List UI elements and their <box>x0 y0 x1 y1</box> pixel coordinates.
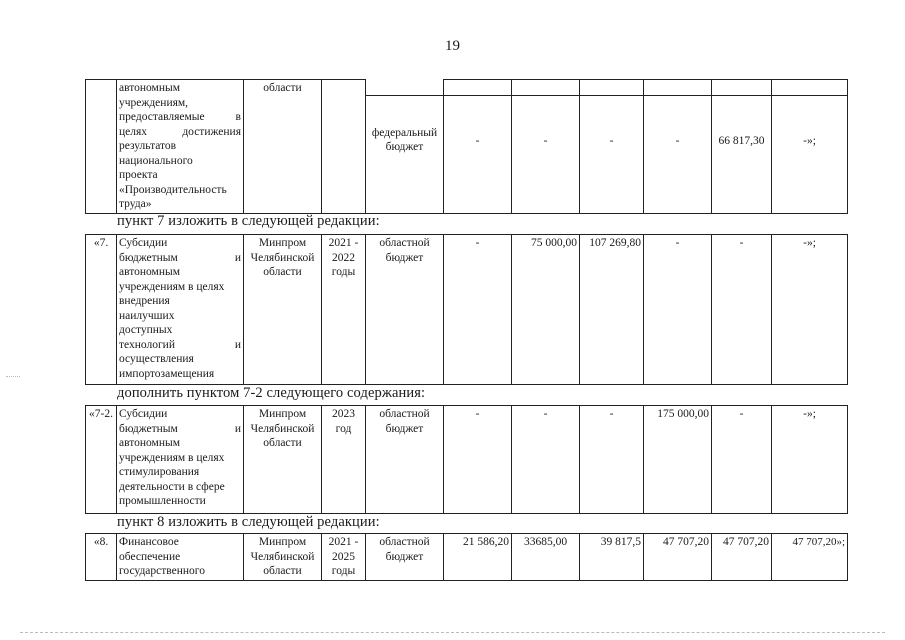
row-number-cell: «7-2. <box>86 406 117 514</box>
years-cell: 2021 - 2022 годы <box>322 235 366 385</box>
row-number-cell <box>86 80 117 214</box>
years-cell: 2023 год <box>322 406 366 514</box>
value-cell: 47 707,20 <box>712 534 772 581</box>
table-item-7 <box>85 234 848 385</box>
value-cell: - <box>444 80 512 214</box>
responsible-cell: Минпром Челябинской области <box>244 406 322 514</box>
value-cell: - <box>512 406 580 514</box>
value-cell: 39 817,5 <box>580 534 644 581</box>
value-cell: 75 000,00 <box>512 235 580 385</box>
description-cell: автономным учреждениям, предоставляемые в целях достижения результатов национального проекта «Производительность труда» <box>117 80 244 214</box>
value-cell: -»; <box>772 235 848 385</box>
value-cell: 21 586,20 <box>444 534 512 581</box>
scan-margin-mark <box>6 376 20 377</box>
value-cell: -»; <box>772 406 848 514</box>
source-cell: областной бюджет <box>366 406 444 514</box>
responsible-cell: области <box>244 80 322 214</box>
description-cell: Субсидии бюджетным и автономным учреждениям в целях внедрения наилучших доступных технологий и осуществления импортозамещения <box>117 235 244 385</box>
instruction-text: дополнить пунктом 7-2 следующего содержания: <box>117 385 426 401</box>
description-cell: Субсидии бюджетным и автономным учреждениям в целях стимулирования деятельности в сфере промышленности <box>117 406 244 514</box>
responsible-cell: Минпром Челябинской области <box>244 534 322 581</box>
years-cell: 2021 - 2025 годы <box>322 534 366 581</box>
value-cell: - <box>444 235 512 385</box>
value-cell: - <box>644 80 712 214</box>
table-item-7-2 <box>85 405 848 514</box>
value-cell: - <box>644 235 712 385</box>
value-cell: 107 269,80 <box>580 235 644 385</box>
value-cell: - <box>712 406 772 514</box>
responsible-cell: Минпром Челябинской области <box>244 235 322 385</box>
source-cell: федеральный бюджет <box>366 80 444 214</box>
description-cell: Финансовое обеспечение государственного <box>117 534 244 581</box>
value-cell: 66 817,30 <box>712 80 772 214</box>
value-cell: 175 000,00 <box>644 406 712 514</box>
value-cell: - <box>512 80 580 214</box>
source-cell: областной бюджет <box>366 534 444 581</box>
sub-row-divider <box>365 95 847 96</box>
scan-bottom-edge <box>20 632 885 633</box>
value-cell: - <box>580 406 644 514</box>
value-cell: - <box>444 406 512 514</box>
years-cell <box>322 80 366 214</box>
value-cell: - <box>712 235 772 385</box>
value-cell: 47 707,20 <box>644 534 712 581</box>
table-continuation <box>85 79 848 214</box>
instruction-text: пункт 8 изложить в следующей редакции: <box>117 514 380 530</box>
value-cell: 33685,00 <box>512 534 580 581</box>
value-cell: - <box>580 80 644 214</box>
value-cell: -»; <box>772 80 848 214</box>
table-item-8 <box>85 533 848 581</box>
source-cell: областной бюджет <box>366 235 444 385</box>
row-number-cell: «8. <box>86 534 117 581</box>
page-number: 19 <box>445 38 460 54</box>
instruction-text: пункт 7 изложить в следующей редакции: <box>117 213 380 229</box>
value-cell: 47 707,20»; <box>772 534 848 581</box>
row-number-cell: «7. <box>86 235 117 385</box>
